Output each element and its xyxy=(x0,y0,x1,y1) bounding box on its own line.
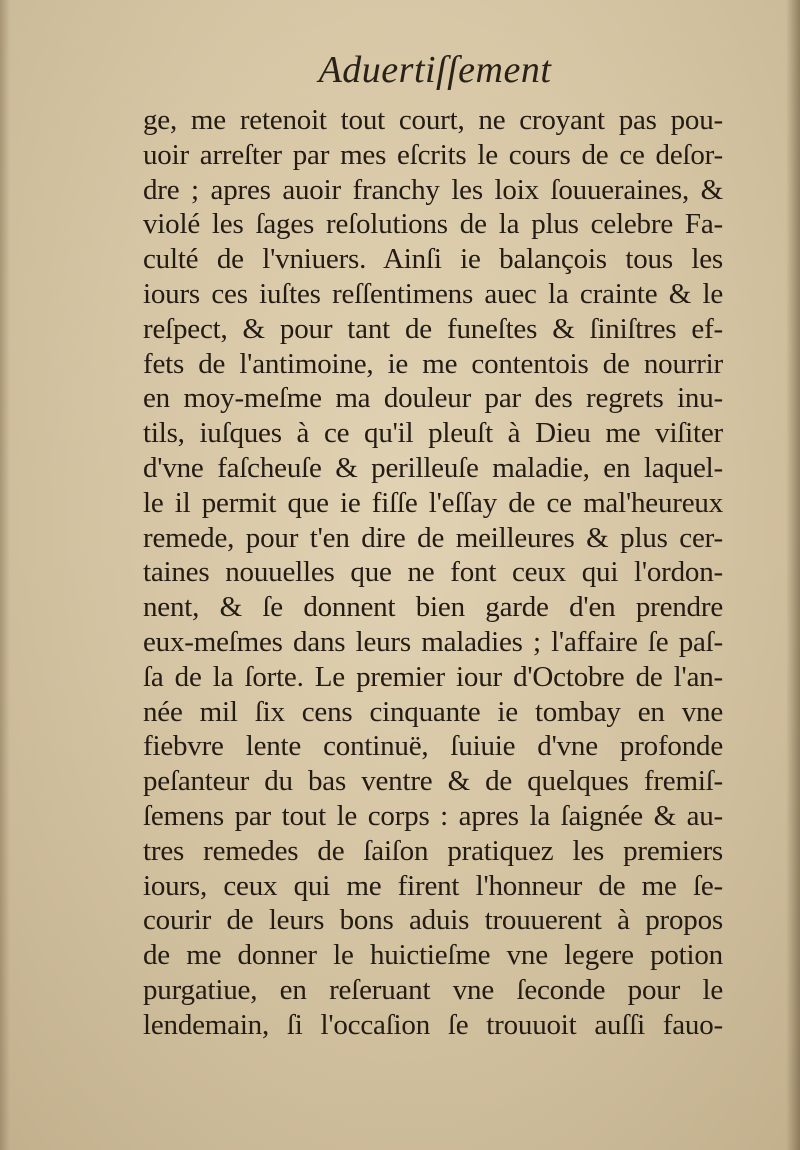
text-line-8: fets de l'antimoine, ie me contentois de nourrir xyxy=(143,347,723,380)
text-line-11: d'vne faſcheuſe & perilleuſe maladie, en laquel- xyxy=(143,451,723,484)
text-line-14: taines nouuelles que ne font ceux qui l'ordon- xyxy=(143,556,723,589)
text-line-2: uoir arreſter par mes eſcrits le cours de ce deſor- xyxy=(143,138,723,171)
text-line-10: tils, iuſques à ce qu'il pleuſt à Dieu me viſiter xyxy=(143,417,723,450)
text-line-27: lendemain, ſi l'occaſion ſe trouuoit auſſi fauo- xyxy=(143,1008,723,1041)
page-shadow-right xyxy=(786,0,800,1150)
text-line-26: purgatiue, en reſeruant vne ſeconde pour le xyxy=(143,973,723,1006)
text-line-6: iours ces iuſtes reſſentimens auec la crainte & le xyxy=(143,277,723,310)
text-line-12: le il permit que ie fiſſe l'eſſay de ce mal'heureux xyxy=(143,486,723,519)
text-line-3: dre ; apres auoir franchy les loix ſouueraines, & xyxy=(143,173,723,206)
text-line-18: née mil ſix cens cinquante ie tombay en vne xyxy=(143,695,723,728)
text-line-20: peſanteur du bas ventre & de quelques fremiſ- xyxy=(143,765,723,798)
page-shadow-left xyxy=(0,0,10,1150)
text-line-1: ge, me retenoit tout court, ne croyant pas pou- xyxy=(143,104,723,136)
text-line-9: en moy-meſme ma douleur par des regrets inu- xyxy=(143,382,723,415)
text-line-16: eux-meſmes dans leurs maladies ; l'affaire ſe paſ- xyxy=(143,625,723,658)
text-line-19: fiebvre lente continuë, ſuiuie d'vne profonde xyxy=(143,730,723,763)
text-line-21: ſemens par tout le corps : apres la ſaignée & au- xyxy=(143,799,723,832)
text-line-4: violé les ſages reſolutions de la plus celebre Fa- xyxy=(143,208,723,241)
body-text xyxy=(143,103,723,1043)
text-line-13: remede, pour t'en dire de meilleures & plus cer- xyxy=(143,521,723,554)
text-line-17: ſa de la ſorte. Le premier iour d'Octobre de l'an- xyxy=(143,660,723,693)
text-line-25: de me donner le huictieſme vne legere potion xyxy=(143,939,723,972)
text-line-7: reſpect, & pour tant de funeſtes & ſiniſtres ef- xyxy=(143,312,723,345)
text-line-5: culté de l'vniuers. Ainſi ie balançois tous les xyxy=(143,243,723,276)
text-line-15: nent, & ſe donnent bien garde d'en prendre xyxy=(143,591,723,624)
text-line-22: tres remedes de ſaiſon pratiquez les premiers xyxy=(143,834,723,867)
text-line-24: courir de leurs bons aduis trouuerent à propos xyxy=(143,904,723,937)
text-line-23: iours, ceux qui me firent l'honneur de me ſe- xyxy=(143,869,723,902)
running-head: Aduertiſſement xyxy=(318,49,552,91)
